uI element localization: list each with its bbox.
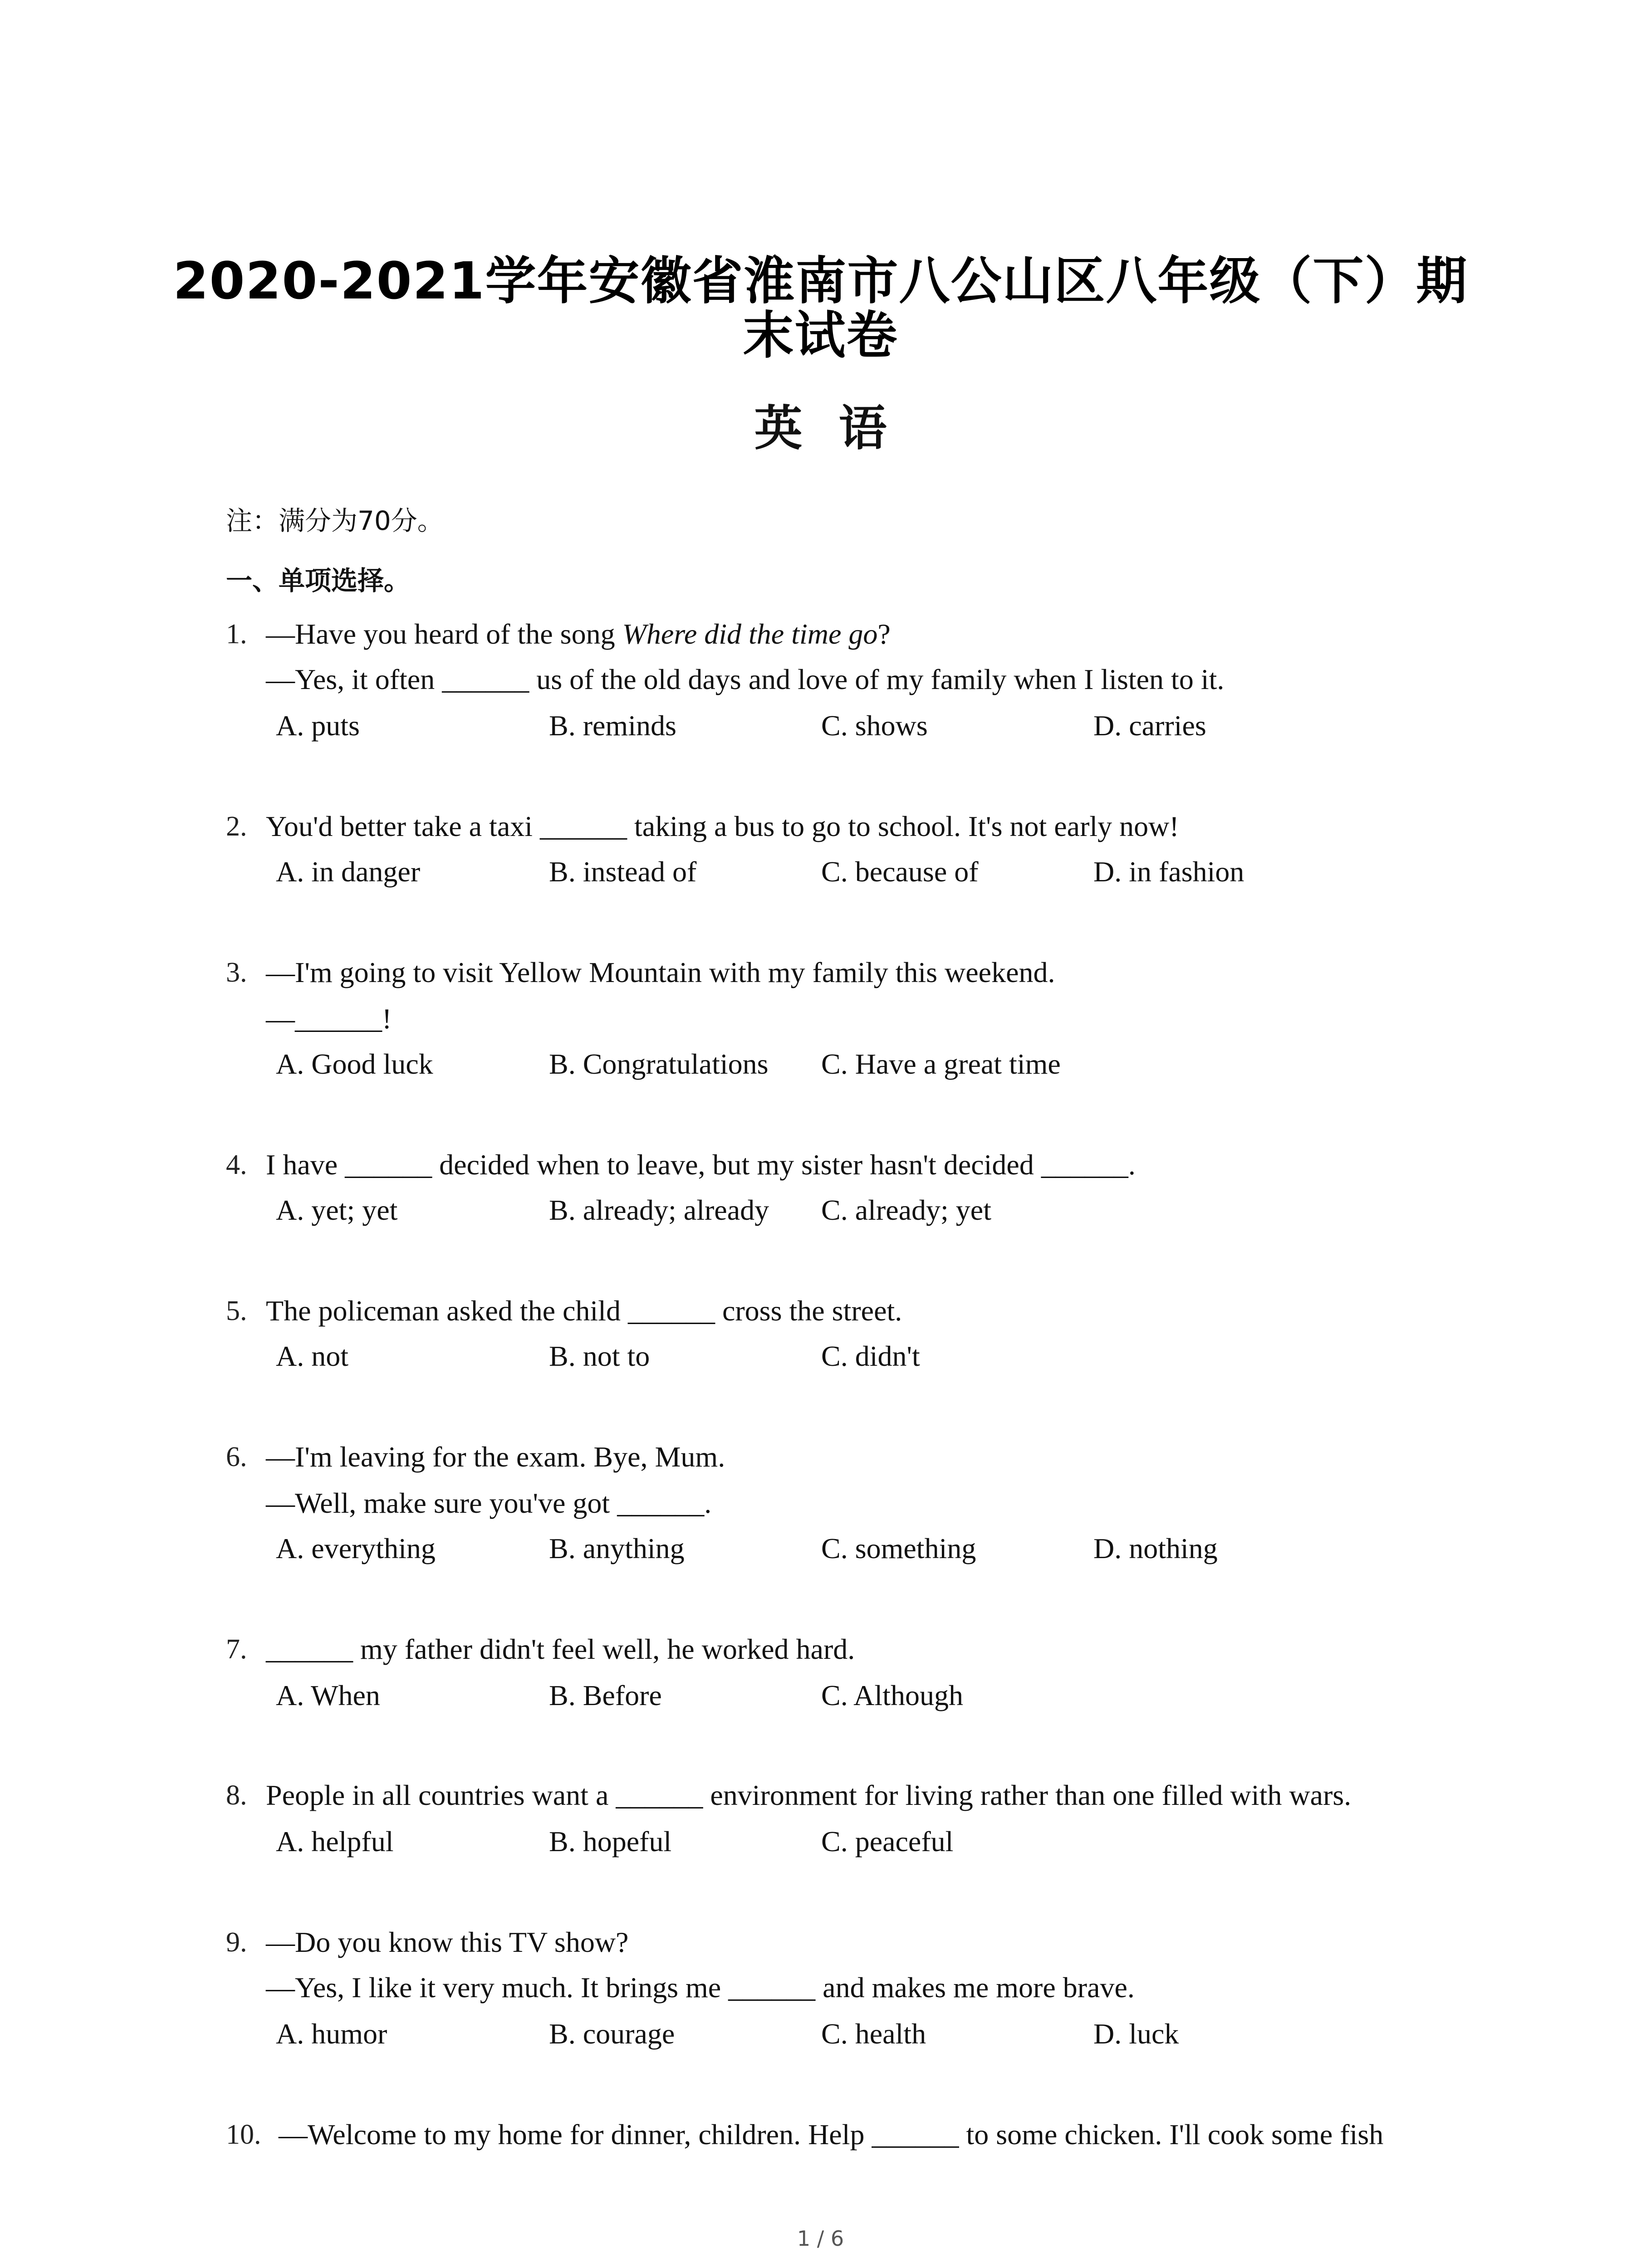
page-number: 1 / 6 (797, 2226, 844, 2251)
option-b[interactable]: B. Congratulations (549, 1048, 769, 1080)
option-a[interactable]: A. not (276, 1340, 348, 1372)
stem-text: —Have you heard of the song (266, 618, 622, 650)
question-number: 8. (226, 1780, 247, 1811)
question-line-2: —Well, make sure you've got ______. (266, 1487, 712, 1519)
score-note: 注：满分为70分。 (226, 505, 444, 536)
question-stem: The policeman asked the child ______ cross the street. (266, 1295, 902, 1327)
question-number: 4. (226, 1149, 247, 1180)
exam-title-line-1: 2020-2021学年安徽省淮南市八公山区八年级（下）期 (173, 252, 1468, 311)
question-number: 7. (226, 1634, 247, 1665)
question-stem: ______ my father didn't feel well, he worked hard. (266, 1633, 855, 1665)
question-line-2: —Yes, I like it very much. It brings me ______ and makes me more brave. (266, 1971, 1135, 2004)
question-line-2: —Yes, it often ______ us of the old days and love of my family when I listen to it. (266, 663, 1225, 695)
song-title: Where did the time go (622, 618, 878, 650)
option-d[interactable]: D. luck (1093, 2018, 1179, 2050)
question-number: 1. (226, 619, 247, 650)
option-b[interactable]: B. Before (549, 1679, 662, 1711)
option-a[interactable]: A. in danger (276, 855, 421, 888)
option-c[interactable]: C. didn't (821, 1340, 920, 1372)
question-number: 5. (226, 1295, 247, 1326)
option-b[interactable]: B. hopeful (549, 1825, 672, 1857)
option-d[interactable]: D. nothing (1093, 1532, 1218, 1564)
question-stem (266, 616, 891, 652)
option-c[interactable]: C. something (821, 1532, 976, 1564)
question-number: 6. (226, 1442, 247, 1472)
option-a[interactable]: A. Good luck (276, 1048, 433, 1080)
exam-title-line-2: 末试卷 (743, 306, 898, 365)
question-stem: —I'm going to visit Yellow Mountain with my family this weekend. (266, 956, 1055, 988)
option-a[interactable]: A. When (276, 1679, 380, 1711)
option-c[interactable]: C. Although (821, 1679, 963, 1711)
option-a[interactable]: A. puts (276, 709, 360, 742)
option-d[interactable]: D. in fashion (1093, 855, 1244, 888)
option-a[interactable]: A. everything (276, 1532, 436, 1564)
option-a[interactable]: A. humor (276, 2018, 387, 2050)
question-stem: —Welcome to my home for dinner, children. Help ______ to some chicken. I'll cook some fish (279, 2118, 1384, 2151)
option-b[interactable]: B. reminds (549, 709, 676, 742)
option-b[interactable]: B. anything (549, 1532, 685, 1564)
option-c[interactable]: C. shows (821, 709, 928, 742)
question-number: 2. (226, 811, 247, 842)
option-a[interactable]: A. helpful (276, 1825, 394, 1857)
question-stem: —I'm leaving for the exam. Bye, Mum. (266, 1441, 725, 1473)
question-number: 3. (226, 957, 247, 988)
section-title: 一、单项选择。 (226, 565, 411, 596)
question-stem: I have ______ decided when to leave, but my sister hasn't decided ______. (266, 1149, 1136, 1181)
option-b[interactable]: B. courage (549, 2018, 675, 2050)
option-c[interactable]: C. because of (821, 855, 979, 888)
stem-text-end: ? (877, 618, 891, 650)
option-c[interactable]: C. already; yet (821, 1194, 991, 1226)
option-c[interactable]: C. Have a great time (821, 1048, 1061, 1080)
option-b[interactable]: B. not to (549, 1340, 650, 1372)
option-c[interactable]: C. peaceful (821, 1825, 954, 1857)
option-b[interactable]: B. already; already (549, 1194, 769, 1226)
option-c[interactable]: C. health (821, 2018, 926, 2050)
question-stem: You'd better take a taxi ______ taking a bus to go to school. It's not early now! (266, 810, 1179, 842)
option-d[interactable]: D. carries (1093, 709, 1206, 742)
subject-heading: 英语 (754, 401, 923, 456)
question-number: 9. (226, 1927, 247, 1958)
question-stem: People in all countries want a ______ environment for living rather than one filled with wars. (266, 1779, 1352, 1811)
option-a[interactable]: A. yet; yet (276, 1194, 398, 1226)
option-b[interactable]: B. instead of (549, 855, 697, 888)
question-number: 10. (226, 2119, 261, 2150)
question-line-2: —______! (266, 1002, 392, 1035)
question-stem: —Do you know this TV show? (266, 1926, 629, 1958)
